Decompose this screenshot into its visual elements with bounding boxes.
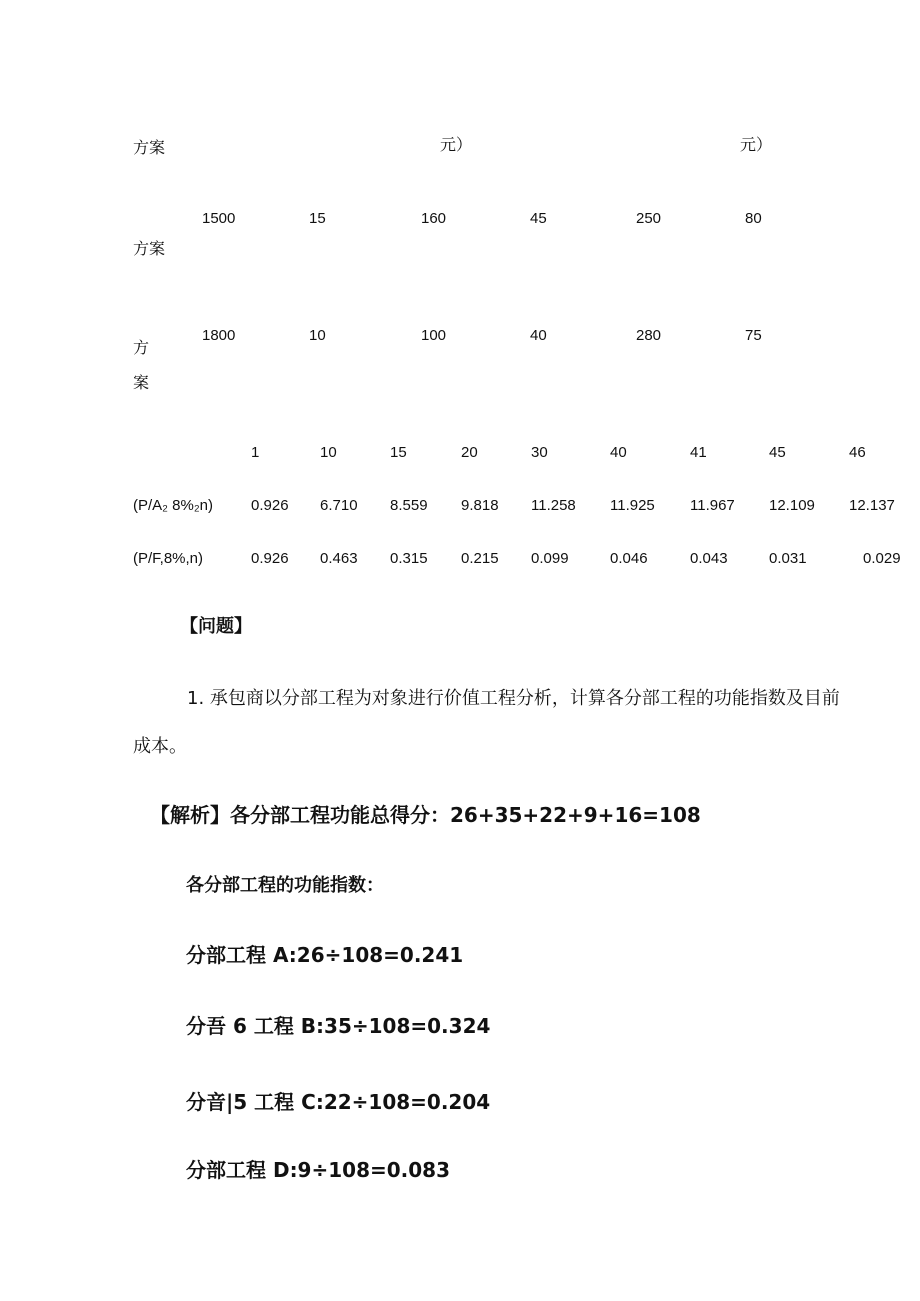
table1-row2-cell: 100 xyxy=(421,327,447,344)
table2-pf-cell: 0.215 xyxy=(461,550,499,567)
table1-row2-cell: 280 xyxy=(636,327,662,344)
table2-pf-cell: 0.315 xyxy=(390,550,428,567)
table2-pa-label: (P/A₂ 8%₂n) xyxy=(133,497,214,514)
table2-pa-cell: 0.926 xyxy=(251,497,289,514)
table1-row1-cell: 160 xyxy=(421,210,447,227)
table2-pa-cell: 11.967 xyxy=(690,497,735,514)
analysis-item-b: 分吾 6 工程 B:35÷108=0.324 xyxy=(186,1014,491,1038)
table1-row2-cell: 10 xyxy=(309,327,326,344)
analysis-function-index-title: 各分部工程的功能指数： xyxy=(186,875,384,896)
table2-pf-cell: 0.031 xyxy=(769,550,807,567)
table2-pa-cell: 11.258 xyxy=(531,497,576,514)
table2-pa-cell: 6.710 xyxy=(320,497,358,514)
table2-n-cell: 10 xyxy=(320,444,337,461)
table2-pf-label: (P/F,8%,n) xyxy=(133,550,204,567)
table2-pa-cell: 11.925 xyxy=(610,497,655,514)
table2-n-cell: 20 xyxy=(461,444,478,461)
question-heading: 【问题】 xyxy=(180,616,252,637)
table2-pf-cell: 0.926 xyxy=(251,550,289,567)
analysis-item-a: 分部工程 A:26÷108=0.241 xyxy=(186,943,464,967)
analysis-item-d: 分部工程 D:9÷108=0.083 xyxy=(186,1158,451,1182)
table1-unit-label-1: 元） xyxy=(440,135,473,154)
table2-pf-cell: 0.463 xyxy=(320,550,358,567)
table2-n-cell: 15 xyxy=(390,444,407,461)
table2-pa-cell: 9.818 xyxy=(461,497,499,514)
table1-row1-cell: 1500 xyxy=(202,210,236,227)
table2-n-cell: 45 xyxy=(769,444,786,461)
table1-row2-label-line1: 方 xyxy=(133,338,150,357)
table1-unit-label-2: 元） xyxy=(740,135,773,154)
table2-pf-cell: 0.043 xyxy=(690,550,728,567)
table2-pa-cell: 8.559 xyxy=(390,497,428,514)
table2-n-cell: 1 xyxy=(251,444,260,461)
table2-n-cell: 40 xyxy=(610,444,627,461)
table2-n-cell: 46 xyxy=(849,444,866,461)
table1-row2-cell: 75 xyxy=(745,327,762,344)
table1-row1-label: 方案 xyxy=(133,239,166,258)
table1-row2-label-line2: 案 xyxy=(133,373,150,392)
table1-row1-cell: 15 xyxy=(309,210,326,227)
table1-row1-cell: 80 xyxy=(745,210,762,227)
analysis-item-c: 分音|5 工程 C:22÷108=0.204 xyxy=(186,1090,491,1114)
table2-pf-cell: 0.029 xyxy=(863,550,901,567)
table1-row1-cell: 45 xyxy=(530,210,547,227)
table2-pf-cell: 0.099 xyxy=(531,550,569,567)
table1-row2-cell: 1800 xyxy=(202,327,236,344)
analysis-total-score: 【解析】各分部工程功能总得分：26+35+22+9+16=108 xyxy=(150,803,701,827)
table2-n-cell: 30 xyxy=(531,444,548,461)
question-1-line1: 1. 承包商以分部工程为对象进行价值工程分析，计算各分部工程的功能指数及目前 xyxy=(187,688,840,709)
table1-row1-cell: 250 xyxy=(636,210,662,227)
table2-pa-cell: 12.109 xyxy=(769,497,815,514)
table2-pf-cell: 0.046 xyxy=(610,550,648,567)
table2-n-cell: 41 xyxy=(690,444,707,461)
table1-header-label: 方案 xyxy=(133,138,166,157)
question-1-line2: 成本。 xyxy=(133,736,187,757)
table1-row2-cell: 40 xyxy=(530,327,547,344)
table2-pa-cell: 12.137 xyxy=(849,497,895,514)
